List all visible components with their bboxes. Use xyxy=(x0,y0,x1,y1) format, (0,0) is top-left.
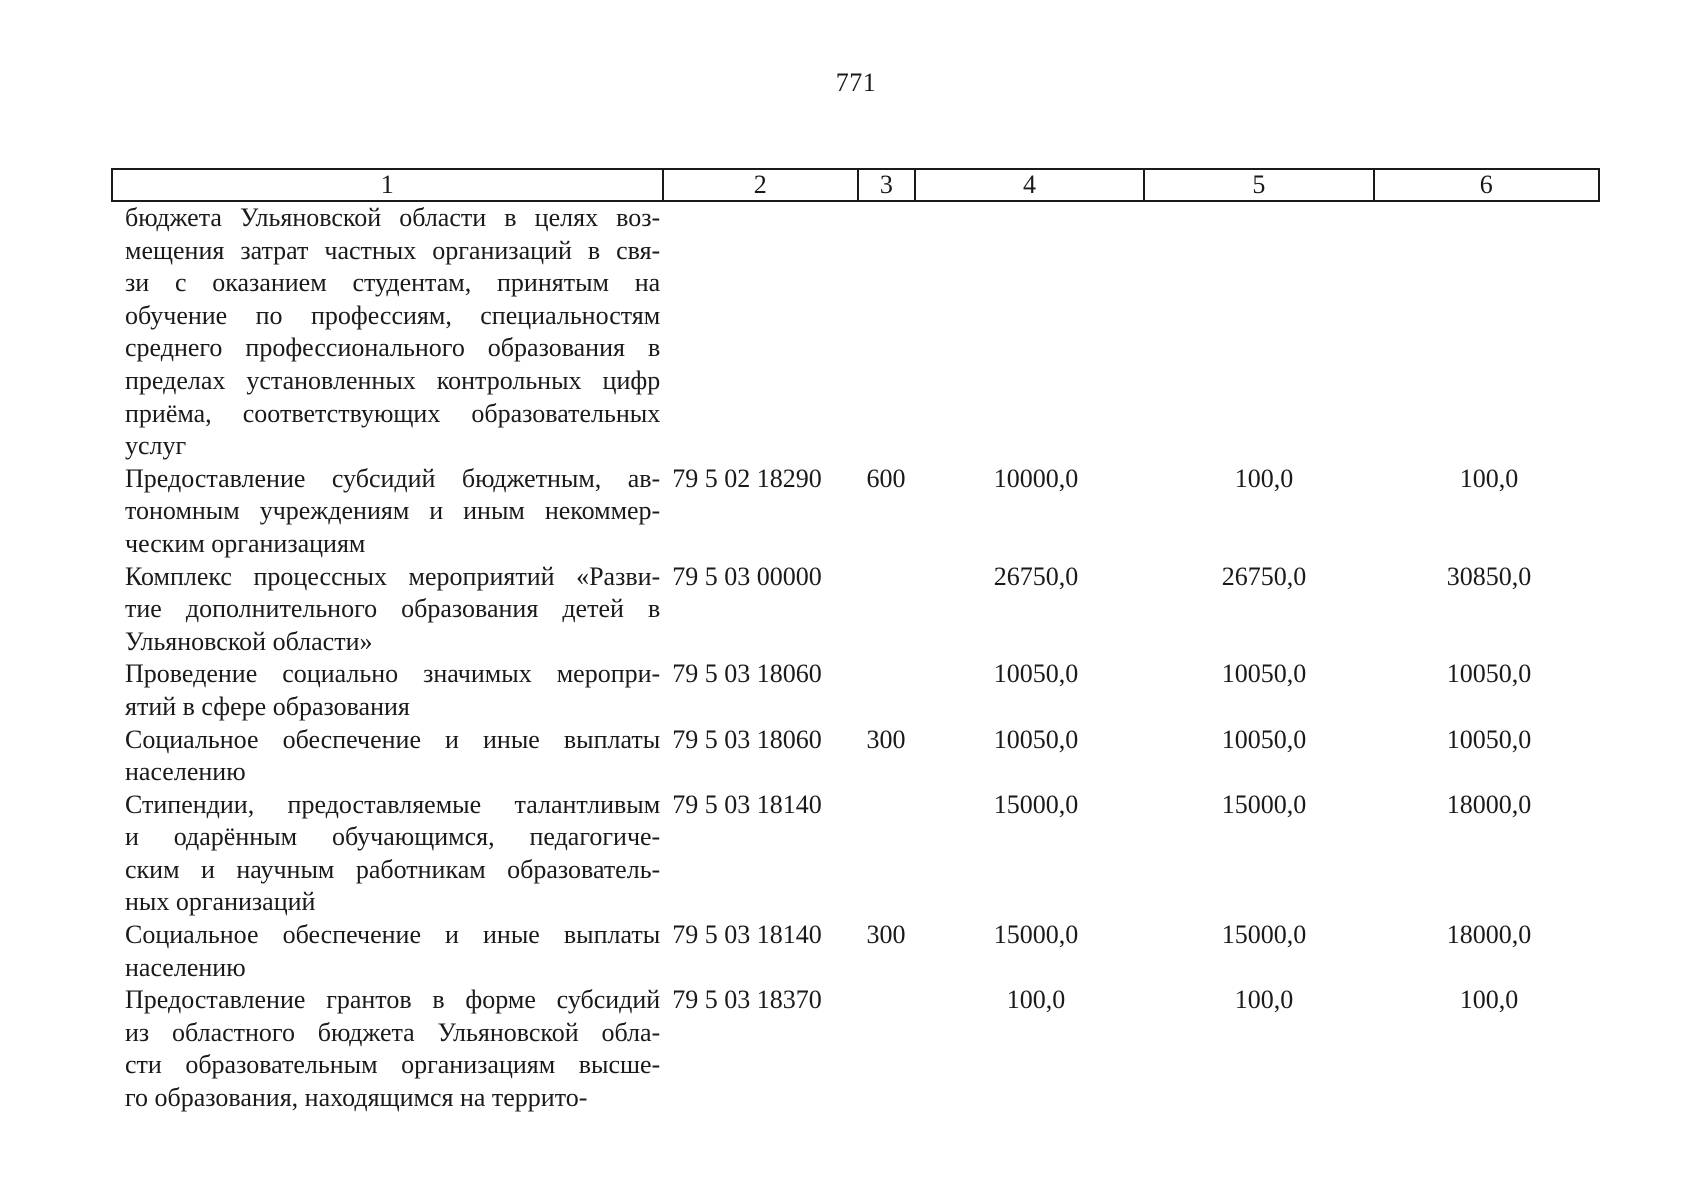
description-line: Предоставление субсидий бюджетным, ав- xyxy=(125,463,661,493)
description-line: го образования, находящимся на террито- xyxy=(125,1083,588,1113)
row-value-5: 15000,0 xyxy=(1221,789,1307,819)
row-code: 79 5 03 00000 xyxy=(672,561,822,591)
description-line: Стипендии, предоставляемые талантливым xyxy=(125,789,661,819)
description-line: ским и научным работникам образователь- xyxy=(125,854,661,884)
description-line: Комплекс процессных мероприятий «Разви- xyxy=(125,561,661,591)
description-line: Социальное обеспечение и иные выплаты xyxy=(125,920,661,950)
row-value-6: 18000,0 xyxy=(1446,789,1532,819)
description-line: ческим организациям xyxy=(125,528,366,558)
row-description xyxy=(111,561,660,659)
row-value-5: 100,0 xyxy=(1234,985,1294,1015)
row-value-5: 26750,0 xyxy=(1221,561,1307,591)
row-value-4: 10050,0 xyxy=(993,724,1079,754)
description-line: ных организаций xyxy=(125,887,316,917)
description-line: Проведение социально значимых меропри- xyxy=(125,659,661,689)
row-type xyxy=(859,561,923,659)
description-line: зи с оказанием студентам, принятым на xyxy=(125,268,661,298)
table-row xyxy=(111,724,1600,789)
header-col-3: 3 xyxy=(859,170,916,200)
description-line: пределах установленных контрольных цифр xyxy=(125,365,661,395)
row-description xyxy=(111,789,660,919)
row-type: 300 xyxy=(866,920,906,950)
table-header xyxy=(111,168,1600,202)
table-row xyxy=(111,658,1600,723)
row-value-6: 10050,0 xyxy=(1446,659,1532,689)
description-line: и одарённым обучающимся, педагогиче- xyxy=(125,822,661,852)
row-code: 79 5 03 18060 xyxy=(672,659,822,689)
row-description xyxy=(111,724,660,789)
description-line: приёма, соответствующих образовательных xyxy=(125,398,661,428)
row-code: 79 5 03 18060 xyxy=(672,724,822,754)
description-line: сти образовательным организациям высше- xyxy=(125,1050,661,1080)
row-value-4: 10000,0 xyxy=(993,463,1079,493)
row-value-4: 26750,0 xyxy=(993,561,1079,591)
description-line: из областного бюджета Ульяновской обла- xyxy=(125,1017,661,1047)
description-line: обучение по профессиям, специальностям xyxy=(125,300,661,330)
description-line: тономным учреждениям и иным некоммер- xyxy=(125,496,661,526)
description-line: населению xyxy=(125,952,246,982)
header-col-5: 5 xyxy=(1145,170,1374,200)
row-value-5: 10050,0 xyxy=(1221,659,1307,689)
row-description xyxy=(111,658,660,723)
row-value-5 xyxy=(1150,202,1378,463)
row-value-6: 100,0 xyxy=(1459,463,1519,493)
description-line: среднего профессионального образования в xyxy=(125,333,661,363)
row-value-6: 30850,0 xyxy=(1446,561,1532,591)
row-value-6: 18000,0 xyxy=(1446,920,1532,950)
row-type xyxy=(859,789,923,919)
table-row xyxy=(111,463,1600,561)
row-type xyxy=(859,202,923,463)
row-value-4: 100,0 xyxy=(1006,985,1066,1015)
row-value-4: 15000,0 xyxy=(993,920,1079,950)
header-col-6: 6 xyxy=(1479,170,1493,199)
description-line: бюджета Ульяновской области в целях воз- xyxy=(125,203,661,232)
row-value-4: 10050,0 xyxy=(993,659,1079,689)
row-value-6: 100,0 xyxy=(1459,985,1519,1015)
row-description xyxy=(111,463,660,561)
description-line: тие дополнительного образования детей в xyxy=(125,594,661,624)
row-value-6 xyxy=(1378,202,1600,463)
table-body xyxy=(111,202,1600,1115)
row-code: 79 5 02 18290 xyxy=(672,463,822,493)
header-col-1: 1 xyxy=(113,170,664,200)
description-line: ятий в сфере образования xyxy=(125,691,410,721)
row-description xyxy=(111,984,660,1114)
row-type: 300 xyxy=(866,724,906,754)
description-line: Социальное обеспечение и иные выплаты xyxy=(125,724,661,754)
row-value-5: 100,0 xyxy=(1234,463,1294,493)
description-line: населению xyxy=(125,757,246,787)
row-value-6: 10050,0 xyxy=(1446,724,1532,754)
row-value-5: 15000,0 xyxy=(1221,920,1307,950)
description-line: Ульяновской области» xyxy=(125,626,373,656)
table-row xyxy=(111,919,1600,984)
description-line: мещения затрат частных организаций в свя- xyxy=(125,235,661,265)
table-row xyxy=(111,561,1600,659)
page-number: 771 xyxy=(835,68,877,97)
row-code: 79 5 03 18140 xyxy=(672,920,822,950)
table-row xyxy=(111,984,1600,1114)
row-value-5: 10050,0 xyxy=(1221,724,1307,754)
header-col-2: 2 xyxy=(664,170,859,200)
row-code: 79 5 03 18370 xyxy=(672,985,822,1015)
row-description xyxy=(111,202,660,463)
row-code xyxy=(660,202,858,463)
row-description xyxy=(111,919,660,984)
row-type xyxy=(859,658,923,723)
row-value-4 xyxy=(922,202,1150,463)
row-value-4: 15000,0 xyxy=(993,789,1079,819)
header-col-4: 4 xyxy=(916,170,1145,200)
description-line: Предоставление грантов в форме субсидий xyxy=(125,985,661,1015)
description-line: услуг xyxy=(125,431,187,461)
table-row xyxy=(111,789,1600,919)
row-code: 79 5 03 18140 xyxy=(672,789,822,819)
row-type xyxy=(859,984,923,1114)
row-type: 600 xyxy=(866,463,906,493)
table-row xyxy=(111,202,1600,463)
